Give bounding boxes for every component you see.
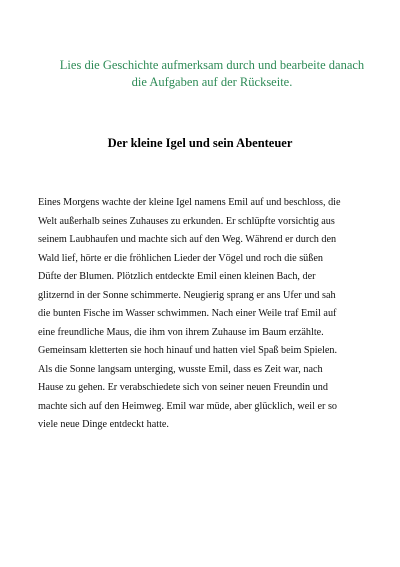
story-body bbox=[38, 194, 378, 435]
story-line: Düfte der Blumen. Plötzlich entdeckte Emil einen kleinen Bach, der bbox=[38, 271, 316, 282]
story-line: Hause zu gehen. Er verabschiedete sich von seiner neuen Freundin und bbox=[38, 382, 328, 393]
story-line: Gemeinsam kletterten sie hoch hinauf und hatten viel Spaß beim Spielen. bbox=[38, 345, 338, 356]
instruction-line: die Aufgaben auf der Rückseite. bbox=[131, 75, 293, 89]
instruction-text bbox=[48, 57, 376, 91]
story-line: Als die Sonne langsam unterging, wusste Emil, dass es Zeit war, nach bbox=[38, 363, 323, 375]
story-line: eine freundliche Maus, die ihm von ihrem Zuhause im Baum erzählte. bbox=[38, 326, 324, 338]
story-title: Der kleine Igel und sein Abenteuer bbox=[107, 136, 293, 150]
instruction-line: Lies die Geschichte aufmerksam durch und bearbeite danach bbox=[59, 58, 365, 72]
story-line: die bunten Fische im Wasser schwimmen. Nach einer Weile traf Emil auf bbox=[38, 308, 337, 319]
story-line: Wald lief, hörte er die fröhlichen Lieder der Vögel und roch die süßen bbox=[38, 252, 323, 264]
story-line: viele neue Dinge entdeckt hatte. bbox=[38, 419, 169, 430]
story-line: seinem Laubhaufen und machte sich auf den Weg. Während er durch den bbox=[38, 234, 337, 245]
story-line: glitzernd in der Sonne schimmerte. Neugierig sprang er ans Ufer und sah bbox=[38, 289, 336, 301]
story-line: Eines Morgens wachte der kleine Igel namens Emil auf und beschloss, die bbox=[38, 197, 341, 208]
story-line: Welt außerhalb seines Zuhauses zu erkunden. Er schlüpfte vorsichtig aus bbox=[38, 215, 335, 227]
story-line: machte sich auf den Heimweg. Emil war müde, aber glücklich, weil er so bbox=[38, 400, 338, 412]
